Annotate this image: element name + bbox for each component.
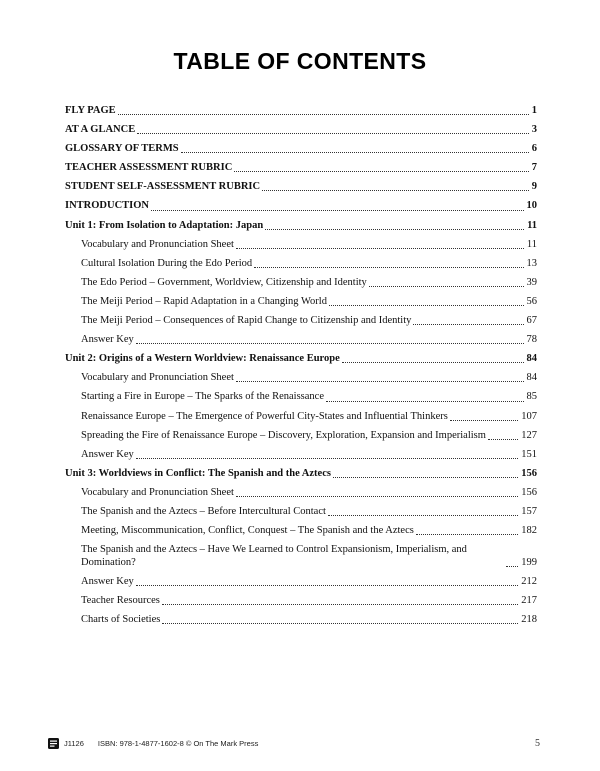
toc-entry-page-number: 84 [526,353,537,365]
toc-entry [81,372,537,385]
toc-entry-page-number: 156 [521,486,537,498]
toc-entry-label: Unit 1: From Isolation to Adaptation: Japan [65,219,264,231]
toc-entry-page-number: 56 [526,295,537,307]
toc-entry-unit [65,468,537,481]
toc-entry [81,430,537,443]
toc-entry-page-number: 9 [531,181,537,193]
toc-entry-label: Cultural Isolation During the Edo Period [81,257,253,269]
toc-entry-page-number: 6 [531,143,537,155]
toc-entry [81,315,537,328]
toc-entry-page-number: 182 [521,525,537,537]
toc-entry [81,525,537,538]
toc-entry-label: The Edo Period – Government, Worldview, Citizenship and Identity [81,276,367,288]
toc-dot-leader [162,604,518,605]
toc-entry-label: The Meiji Period – Consequences of Rapid Change to Citizenship and Identity [81,315,412,327]
toc-entry-label: Answer Key [81,334,134,346]
toc-dot-leader [181,152,529,153]
toc-dot-leader [369,286,524,287]
toc-entry [81,506,537,519]
toc-entry [81,334,537,347]
toc-entry-label: STUDENT SELF-ASSESSMENT RUBRIC [65,181,261,193]
toc-entry-label: Meeting, Miscommunication, Conflict, Conquest – The Spanish and the Aztecs [81,525,414,537]
toc-entry-page-number: 1 [531,105,537,116]
toc-dot-leader [236,496,518,497]
toc-entry [81,576,537,589]
toc-dot-leader [118,114,529,115]
toc-entry-page-number: 157 [521,505,537,517]
toc-dot-leader [342,362,524,363]
toc-entry-page-number: 78 [526,334,537,346]
toc-dot-leader [488,439,518,440]
toc-entry-page-number: 156 [521,467,537,479]
toc-entry-page-number: 13 [526,257,537,269]
toc-dot-leader [236,381,524,382]
toc-dot-leader [413,324,523,325]
toc-entry-top [65,124,537,137]
toc-entry-top [65,200,537,213]
toc-entry-label: GLOSSARY OF TERMS [65,143,179,155]
toc-dot-leader [262,190,529,191]
toc-dot-leader [333,477,518,478]
toc-dot-leader [234,171,528,172]
toc-entry-page-number: 84 [526,372,537,384]
isbn-copyright-text: ISBN: 978-1-4877-1602-8 © On The Mark Press [97,739,259,748]
toc-dot-leader [136,585,518,586]
page-title: TABLE OF CONTENTS [173,48,427,74]
toc-dot-leader [416,534,518,535]
toc-entry-label: Vocabulary and Pronunciation Sheet [81,238,234,250]
toc-entry [81,614,537,627]
toc-entry-label: FLY PAGE [65,105,116,116]
page-number: 5 [535,738,540,749]
toc-entry [81,595,537,608]
toc-entry [81,239,537,252]
toc-entry-label: Renaissance Europe – The Emergence of Powerful City-States and Influential Thinkers [81,410,448,422]
toc-entry-page-number: 67 [526,315,537,327]
toc-entry-label: Answer Key [81,575,134,587]
toc-dot-leader [326,401,524,402]
table-of-contents [65,105,537,627]
toc-entry [81,449,537,462]
toc-entry-page-number: 218 [521,614,537,626]
toc-entry-page-number: 3 [531,124,537,136]
toc-entry-label: Teacher Resources [81,594,160,606]
toc-entry-top [65,162,537,175]
toc-entry [81,391,537,404]
toc-entry-label: Spreading the Fire of Renaissance Europe – Discovery, Exploration, Expansion and Imperialism [81,429,486,441]
toc-dot-leader [151,210,523,211]
toc-dot-leader [265,229,524,230]
toc-entry-page-number: 7 [531,162,537,174]
toc-entry-page-number: 107 [521,410,537,422]
toc-entry [81,296,537,309]
toc-entry-page-number: 10 [526,200,537,212]
toc-entry-page-number: 85 [526,391,537,403]
toc-entry-label: The Meiji Period – Rapid Adaptation in a Changing World [81,295,327,307]
toc-entry [81,487,537,500]
toc-entry-page-number: 199 [521,556,537,568]
toc-entry-unit [65,353,537,366]
toc-entry-top [65,105,537,118]
toc-dot-leader [329,305,524,306]
toc-entry-top [65,181,537,194]
toc-entry-label: The Spanish and the Aztecs – Before Intercultural Contact [81,505,326,517]
toc-entry-page-number: 217 [521,594,537,606]
product-code: J1126 [64,739,84,748]
toc-entry-unit [65,220,537,233]
toc-entry [81,411,537,424]
toc-dot-leader [162,623,518,624]
toc-dot-leader [136,343,524,344]
toc-dot-leader [506,566,518,567]
toc-entry [81,277,537,290]
toc-dot-leader [450,420,518,421]
toc-entry-page-number: 11 [527,219,537,231]
toc-dot-leader [136,458,518,459]
toc-entry-label: AT A GLANCE [65,124,136,136]
toc-entry-label: Unit 2: Origins of a Western Worldview: Renaissance Europe [65,353,340,365]
toc-entry-label: Answer Key [81,448,134,460]
toc-entry-label: INTRODUCTION [65,200,150,212]
toc-entry-label: TEACHER ASSESSMENT RUBRIC [65,162,233,174]
publisher-logo-icon [48,738,59,749]
toc-entry-page-number: 151 [521,448,537,460]
toc-dot-leader [137,133,529,134]
toc-entry-label: Vocabulary and Pronunciation Sheet [81,486,234,498]
toc-entry-page-number: 212 [521,575,537,587]
toc-entry-page-number: 127 [521,429,537,441]
toc-entry-top [65,143,537,156]
toc-entry-label: Charts of Societies [81,614,161,626]
toc-entry-label: Unit 3: Worldviews in Conflict: The Spanish and the Aztecs [65,467,331,479]
toc-entry-label: The Spanish and the Aztecs – Have We Learned to Control Expansionism, Imperialism, and Domination? [81,544,467,568]
toc-entry-label: Starting a Fire in Europe – The Sparks of the Renaissance [81,391,324,403]
toc-dot-leader [328,515,518,516]
page-footer [48,738,540,749]
toc-entry [81,258,537,271]
toc-entry-page-number: 11 [526,238,537,250]
toc-entry-label: Vocabulary and Pronunciation Sheet [81,372,234,384]
toc-entry [81,544,537,569]
toc-dot-leader [236,248,524,249]
toc-dot-leader [254,267,523,268]
toc-entry-page-number: 39 [526,276,537,288]
